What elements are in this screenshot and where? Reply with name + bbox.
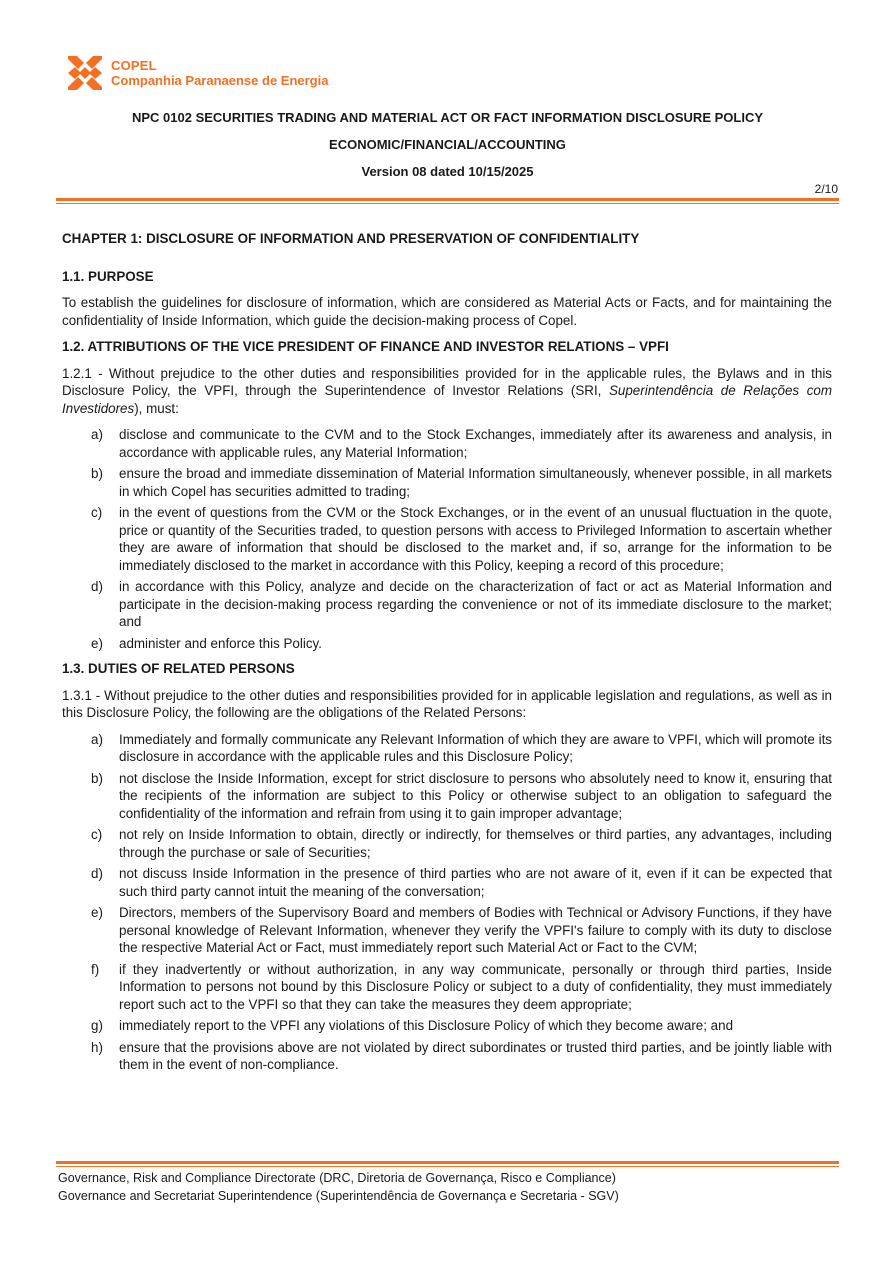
list-item-text: in accordance with this Policy, analyze and decide on the characterization of fact or act as Material Information and participate in the decision-making process regarding the convenience or not of its immediate disclosure to the market; and [119, 579, 832, 629]
list-item-label: e) [91, 635, 103, 651]
list-item-text: not disclose the Inside Information, except for strict disclosure to persons who absolutely need to know it, ensuring that the recipients of the information are subject to this Policy or otherwise subject to an obligation to safeguard the confidentiality of the information and refrain from using it to gain improper advantage; [119, 770, 832, 821]
list-item [62, 904, 832, 957]
list-item-text: Directors, members of the Supervisory Board and members of Bodies with Technical or Advisory Functions, if they have personal knowledge of Relevant Information, whenever they verify the VPFI's failure to comply with its duty to disclose the respective Material Act or Fact, must immediately report such Material Act or Fact to the CVM; [119, 905, 832, 955]
vpfi-intro-paragraph [62, 365, 832, 418]
list-item-label: g) [91, 1018, 103, 1033]
section-heading-1-2: 1.2. ATTRIBUTIONS OF THE VICE PRESIDENT OF FINANCE AND INVESTOR RELATIONS – VPFI [62, 339, 669, 354]
list-item [62, 826, 832, 861]
document-title: NPC 0102 SECURITIES TRADING AND MATERIAL ACT OR FACT INFORMATION DISCLOSURE POLICY [131, 110, 763, 125]
list-item [62, 578, 832, 631]
list-item-label: a) [91, 427, 103, 442]
list-item [62, 635, 832, 653]
document-body [62, 230, 832, 1082]
chapter-heading: CHAPTER 1: DISCLOSURE OF INFORMATION AND PRESERVATION OF CONFIDENTIALITY [62, 231, 640, 246]
purpose-paragraph: To establish the guidelines for disclosure of information, which are considered as Material Acts or Facts, and for maintaining the confidentiality of Inside Information, which guide the decision-making process of Copel. [62, 295, 832, 328]
related-persons-intro: 1.3.1 - Without prejudice to the other duties and responsibilities provided for in applicable legislation and regulations, as well as in this Disclosure Policy, the following are the obligations of the Related Persons: [62, 687, 832, 720]
list-item-text: ensure the broad and immediate dissemination of Material Information simultaneously, whenever possible, in all markets in which Copel has securities admitted to trading; [119, 466, 832, 499]
list-item [62, 504, 832, 574]
brand-name: COPEL [111, 58, 157, 73]
list-item-text: Immediately and formally communicate any Relevant Information of which they are aware to VPFI, which will promote its disclosure in accordance with the applicable rules and this Disclosure Policy; [119, 731, 832, 764]
list-item-label: b) [91, 466, 103, 481]
list-item-label: c) [91, 827, 103, 842]
list-item-text: administer and enforce this Policy. [119, 635, 322, 651]
list-item-label: b) [91, 770, 103, 786]
vpfi-duties-list [62, 426, 832, 652]
list-item [62, 1039, 832, 1074]
list-item [62, 731, 832, 766]
copel-logo-icon [66, 54, 104, 92]
list-item [62, 961, 832, 1014]
header-divider [56, 198, 839, 204]
section-heading-1-1: 1.1. PURPOSE [62, 268, 154, 284]
vpfi-intro-text-b: ), must: [134, 400, 179, 416]
list-item [62, 865, 832, 900]
list-item-label: c) [91, 505, 103, 520]
page-number: 2/10 [814, 182, 838, 196]
vpfi-intro-text-a: 1.2.1 - Without prejudice to the other duties and responsibilities provided for in the applicable rules, the Bylaws and in this Disclosure Policy, the VPFI, through the Superintendence of Investor Relations (SRI, [62, 365, 832, 398]
document-version: Version 08 dated 10/15/2025 [361, 164, 534, 179]
section-heading-1-3: 1.3. DUTIES OF RELATED PERSONS [62, 661, 295, 676]
list-item-label: f) [91, 961, 100, 977]
list-item-text: in the event of questions from the CVM or the Stock Exchanges, or in the event of an unusual fluctuation in the quote, price or quantity of the Securities traded, to question persons with access to Privileged Information to ascertain whether they are aware of information that should be disclosed to the market and, if so, arrange for the information to be immediately disclosed to the market in accordance with this Policy, keeping a record of this procedure; [119, 505, 832, 573]
list-item [62, 426, 832, 461]
list-item-text: immediately report to the VPFI any violations of this Disclosure Policy of which they become aware; and [119, 1018, 734, 1033]
footer-line-superintendence: Governance and Secretariat Superintendence (Superintendência de Governança e Secretaria - SGV) [58, 1188, 619, 1203]
list-item-label: d) [91, 866, 103, 881]
document-subtitle: ECONOMIC/FINANCIAL/ACCOUNTING [329, 137, 566, 152]
list-item [62, 465, 832, 500]
list-item-text: ensure that the provisions above are not violated by direct subordinates or trusted third parties, and be jointly liable with them in the event of non-compliance. [119, 1039, 832, 1072]
vpfi-intro-italic: Superintendência de Relações com Investidores [62, 383, 833, 416]
list-item-text: if they inadvertently or without authorization, in any way communicate, personally or through third parties, Inside Information to persons not bound by this Disclosure Policy or subject to a duty of confidentiality, they must immediately report such act to the VPFI so that they can take the measures they deem appropriate; [119, 961, 832, 1012]
list-item [62, 1017, 832, 1035]
copel-logo [66, 54, 328, 92]
list-item-text: not discuss Inside Information in the presence of third parties who are not aware of it, even if it can be expected that such third party cannot intuit the meaning of the conversation; [119, 866, 832, 899]
list-item-text: not rely on Inside Information to obtain, directly or indirectly, for themselves or third parties, any advantages, including through the purchase or sale of Securities; [119, 827, 832, 860]
list-item-label: h) [91, 1039, 103, 1055]
related-persons-duties-list [62, 731, 832, 1074]
list-item-label: a) [91, 731, 103, 747]
list-item-label: d) [91, 579, 103, 594]
list-item-text: disclose and communicate to the CVM and to the Stock Exchanges, immediately after its awareness and analysis, in accordance with applicable rules, any Material Information; [119, 427, 832, 460]
list-item-label: e) [91, 905, 103, 920]
list-item [62, 770, 832, 823]
page-footer [58, 1170, 619, 1205]
brand-subtitle: Companhia Paranaense de Energia [111, 73, 329, 88]
footer-divider [56, 1161, 839, 1167]
footer-line-directorate: Governance, Risk and Compliance Directorate (DRC, Diretoria de Governança, Risco e Compliance) [58, 1171, 616, 1185]
